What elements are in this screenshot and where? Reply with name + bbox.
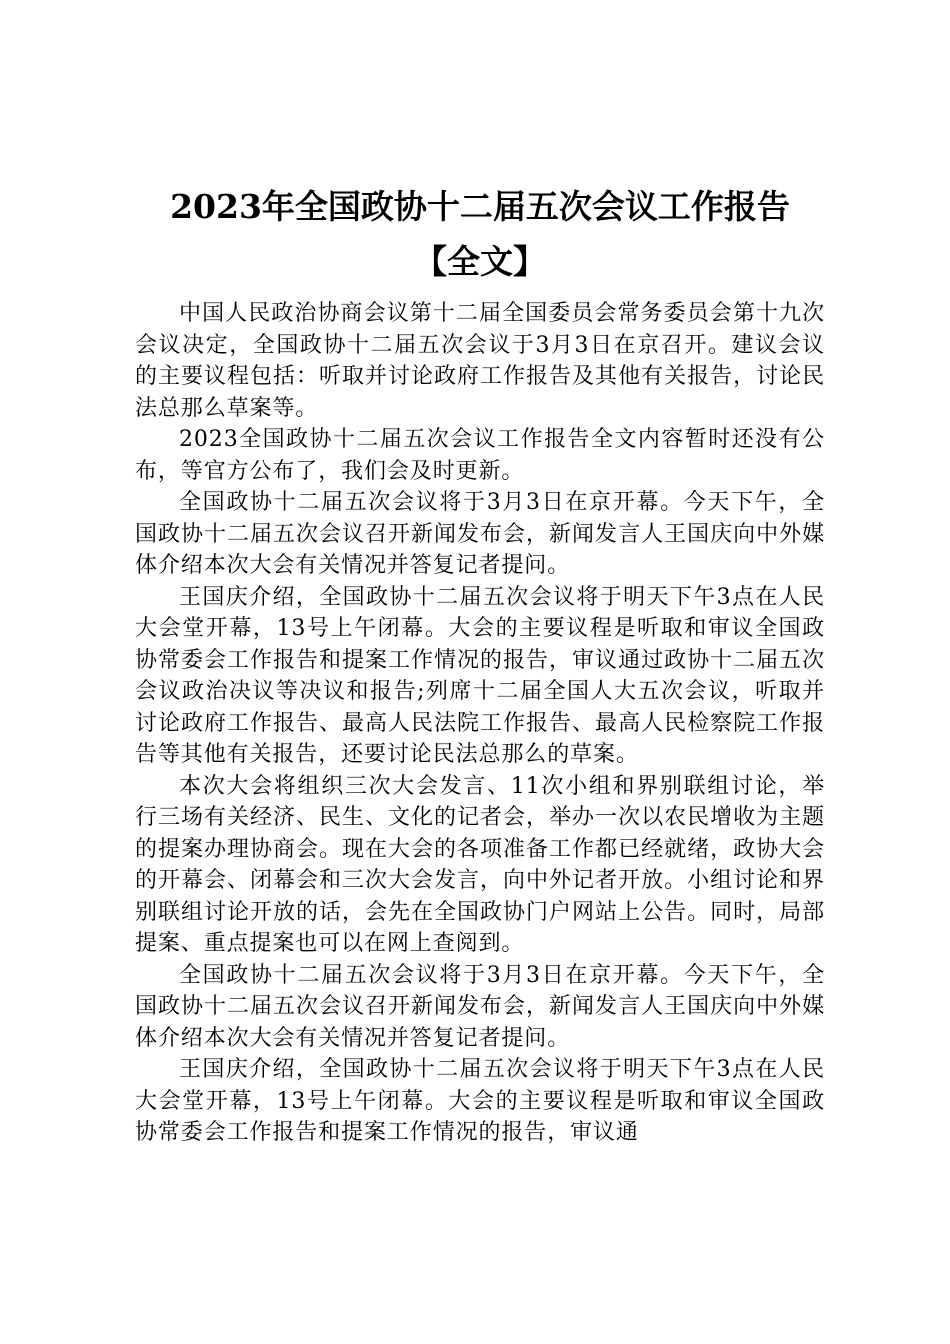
- paragraph-2: 2023全国政协十二届五次会议工作报告全文内容暂时还没有公布，等官方公布了，我们会及时更新。: [135, 427, 825, 484]
- paragraph-6: 全国政协十二届五次会议将于3月3日在京开幕。今天下午，全国政协十二届五次会议召开新闻发布会，新闻发言人王国庆向中外媒体介绍本次大会有关情况并答复记者提问。: [135, 962, 825, 1051]
- document-subtitle: 【全文】: [414, 242, 546, 281]
- document-title: 2023年全国政协十二届五次会议工作报告: [170, 187, 790, 226]
- document-body: [135, 298, 825, 1149]
- document-page: [135, 180, 825, 1149]
- paragraph-1: 中国人民政治协商会议第十二届全国委员会常务委员会第十九次会议决定，全国政协十二届五次会议于3月3日在京召开。建议会议的主要议程包括：听取并讨论政府工作报告及其他有关报告，讨论民法总那么草案等。: [135, 301, 825, 421]
- paragraph-5: 本次大会将组织三次大会发言、11次小组和界别联组讨论，举行三场有关经济、民生、文化的记者会，举办一次以农民增收为主题的提案办理协商会。现在大会的各项准备工作都已经就绪，政协大会的开幕会、闭幕会和三次大会发言，向中外记者开放。小组讨论和界别联组讨论开放的话，会先在全国政协门户网站上公告。同时，局部提案、重点提案也可以在网上查阅到。: [135, 773, 825, 956]
- paragraph-3: 全国政协十二届五次会议将于3月3日在京开幕。今天下午，全国政协十二届五次会议召开新闻发布会，新闻发言人王国庆向中外媒体介绍本次大会有关情况并答复记者提问。: [135, 490, 825, 578]
- paragraph-7: 王国庆介绍，全国政协十二届五次会议将于明天下午3点在人民大会堂开幕，13号上午闭幕。大会的主要议程是听取和审议全国政协常委会工作报告和提案工作情况的报告，审议通: [135, 1057, 825, 1145]
- paragraph-4: 王国庆介绍，全国政协十二届五次会议将于明天下午3点在人民大会堂开幕，13号上午闭幕。大会的主要议程是听取和审议全国政协常委会工作报告和提案工作情况的报告，审议通过政协十二届五次会议政治决议等决议和报告;列席十二届全国人大五次会议，听取并讨论政府工作报告、最高人民法院工作报告、最高人民检察院工作报告等其他有关报告，还要讨论民法总那么的草案。: [135, 584, 825, 767]
